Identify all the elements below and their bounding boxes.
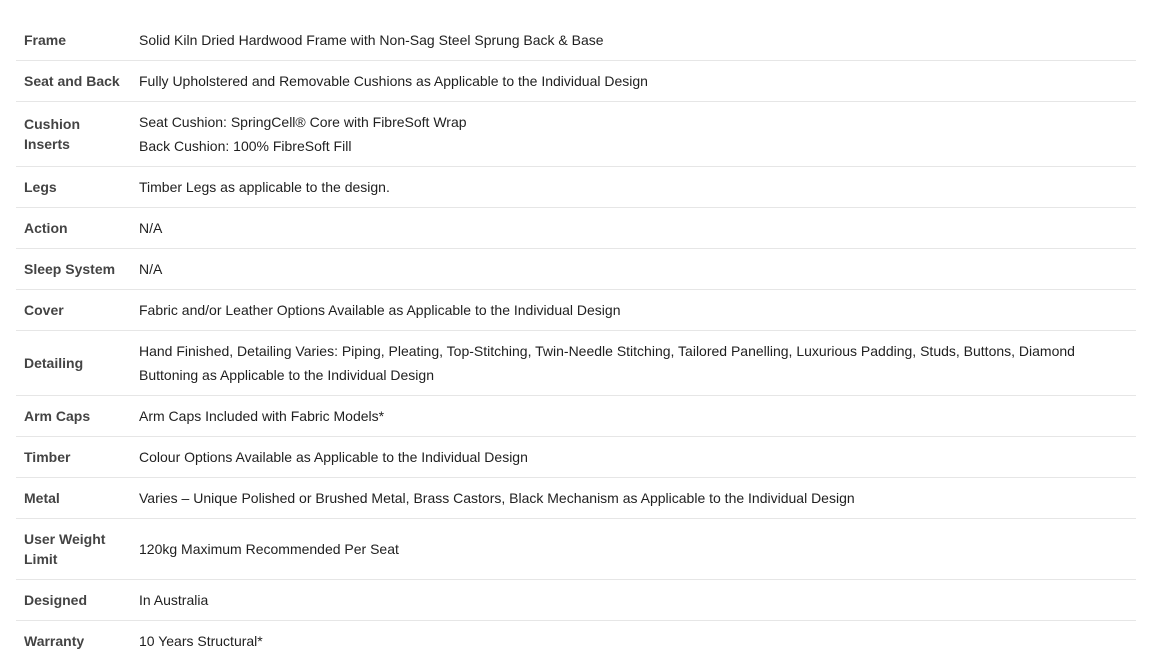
spec-value: Varies – Unique Polished or Brushed Metal, Brass Castors, Black Mechanism as Applicable to the Individual Design [131,478,1136,519]
spec-value: Colour Options Available as Applicable to the Individual Design [131,437,1136,478]
spec-label: Frame [16,20,131,61]
spec-value: Timber Legs as applicable to the design. [131,167,1136,208]
spec-value: Fully Upholstered and Removable Cushions as Applicable to the Individual Design [131,61,1136,102]
spec-value: 10 Years Structural* [131,621,1136,661]
spec-label: Cover [16,290,131,331]
spec-value: In Australia [131,580,1136,621]
spec-value: Arm Caps Included with Fabric Models* [131,396,1136,437]
spec-row-detailing [16,331,1136,396]
spec-value: Solid Kiln Dried Hardwood Frame with Non-Sag Steel Sprung Back & Base [131,20,1136,61]
spec-label: Metal [16,478,131,519]
spec-label: Arm Caps [16,396,131,437]
spec-label: Detailing [16,331,131,396]
spec-value: Fabric and/or Leather Options Available as Applicable to the Individual Design [131,290,1136,331]
spec-label: Legs [16,167,131,208]
spec-row-metal [16,478,1136,519]
spec-row-designed [16,580,1136,621]
spec-row-timber [16,437,1136,478]
spec-label: Timber [16,437,131,478]
spec-label: User Weight Limit [16,519,131,580]
spec-value: Hand Finished, Detailing Varies: Piping, Pleating, Top-Stitching, Twin-Needle Stitching, Tailored Panelling, Luxurious Padding, Studs, Buttons, Diamond Buttoning as Applicable to the Individual Design [131,331,1136,396]
spec-row-sleep-system [16,249,1136,290]
spec-label: Sleep System [16,249,131,290]
spec-value: N/A [131,208,1136,249]
spec-label: Action [16,208,131,249]
spec-row-action [16,208,1136,249]
spec-value-line: Seat Cushion: SpringCell® Core with FibreSoft Wrap [139,110,1128,134]
spec-row-cover [16,290,1136,331]
specifications-table [16,20,1136,661]
spec-value [131,102,1136,167]
spec-label: Designed [16,580,131,621]
spec-row-legs [16,167,1136,208]
spec-row-seat-and-back [16,61,1136,102]
spec-label: Cushion Inserts [16,102,131,167]
spec-row-user-weight-limit [16,519,1136,580]
spec-row-frame [16,20,1136,61]
spec-row-arm-caps [16,396,1136,437]
spec-value: 120kg Maximum Recommended Per Seat [131,519,1136,580]
spec-row-cushion-inserts [16,102,1136,167]
spec-value-line: Back Cushion: 100% FibreSoft Fill [139,134,1128,158]
spec-value: N/A [131,249,1136,290]
spec-label: Warranty [16,621,131,661]
spec-label: Seat and Back [16,61,131,102]
